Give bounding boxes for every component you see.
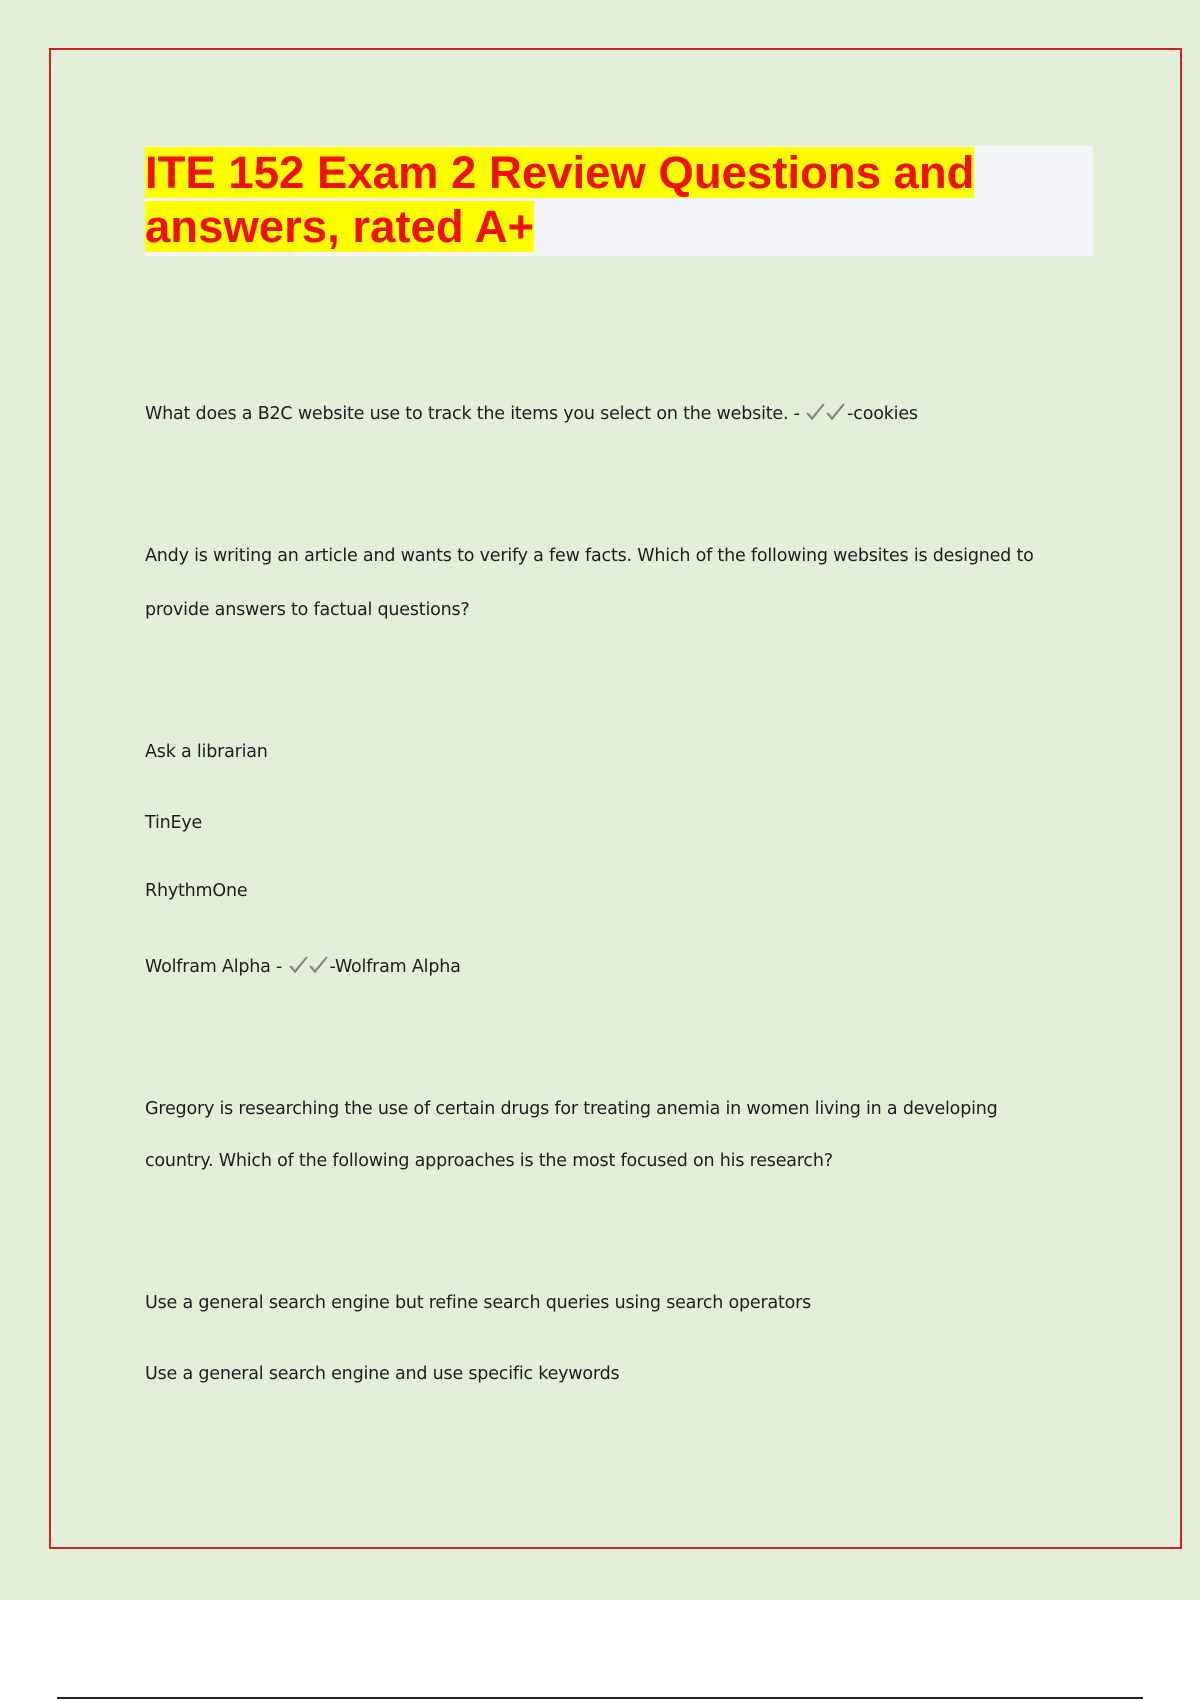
question-2-line-1: Andy is writing an article and wants to verify a few facts. Which of the following websites is designed to — [145, 546, 1034, 566]
question-3-option: Use a general search engine but refine search queries using search operators — [145, 1293, 812, 1313]
question-2-last-option-text: Wolfram Alpha - — [145, 957, 288, 977]
question-2-line-2: provide answers to factual questions? — [145, 600, 470, 620]
title-block — [145, 146, 1093, 256]
document-title — [145, 146, 1093, 254]
question-3-line-1: Gregory is researching the use of certain drugs for treating anemia in women living in a developing — [145, 1099, 998, 1119]
question-2-option: RhythmOne — [145, 881, 248, 901]
double-check-icon — [288, 955, 330, 981]
question-2-answer: -Wolfram Alpha — [329, 957, 461, 977]
question-1-answer: -cookies — [847, 404, 918, 424]
page-border — [49, 48, 1182, 1549]
title-line-2: answers, rated A+ — [145, 201, 535, 252]
bottom-rule — [57, 1697, 1143, 1699]
question-2-last-option — [145, 955, 461, 981]
title-line-1: ITE 152 Exam 2 Review Questions and — [145, 147, 975, 198]
question-1 — [145, 402, 918, 428]
question-3-line-2: country. Which of the following approaches is the most focused on his research? — [145, 1151, 833, 1171]
question-2-option: Ask a librarian — [145, 742, 268, 762]
double-check-icon — [805, 402, 847, 428]
question-1-text: What does a B2C website use to track the items you select on the website. - — [145, 404, 806, 424]
question-2-option: TinEye — [145, 813, 203, 833]
question-3-option: Use a general search engine and use specific keywords — [145, 1364, 620, 1384]
